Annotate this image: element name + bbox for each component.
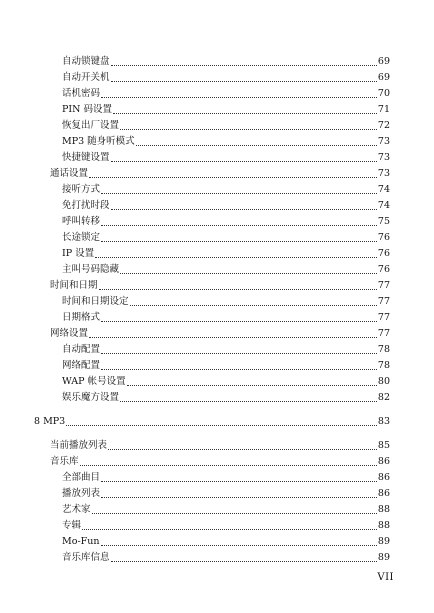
dot-leader <box>101 320 377 322</box>
toc-entry[interactable] <box>62 390 390 406</box>
toc-entry[interactable] <box>62 70 390 86</box>
dot-leader <box>101 368 377 370</box>
toc-entry-page: 77 <box>377 296 390 307</box>
dot-leader <box>82 528 377 530</box>
toc-entry-title: 专辑 <box>62 520 82 531</box>
toc-entry-page: 71 <box>377 104 390 115</box>
dot-leader <box>113 112 377 114</box>
toc-entry-title: 网络配置 <box>62 360 101 371</box>
toc-entry-title: 话机密码 <box>62 88 101 99</box>
dot-leader <box>101 192 377 194</box>
toc-entry-title: 快捷键设置 <box>62 152 110 163</box>
page-number-footer: VII <box>377 572 394 583</box>
toc-entry-title: 恢复出厂设置 <box>62 120 120 131</box>
dot-leader <box>101 352 377 354</box>
toc-entry[interactable] <box>62 134 390 150</box>
toc-entry-title: 网络设置 <box>50 328 89 339</box>
toc-entry-title: 艺术家 <box>62 504 91 515</box>
dot-leader <box>95 256 377 258</box>
toc-entry[interactable] <box>50 166 390 182</box>
dot-leader <box>101 240 377 242</box>
toc-entry-page: 73 <box>377 152 390 163</box>
toc-entry[interactable] <box>50 454 390 470</box>
toc-entry-page: 77 <box>377 312 390 323</box>
toc-entry-page: 72 <box>377 120 390 131</box>
toc-entry-title: 8 MP3 <box>34 416 66 427</box>
toc-entry[interactable] <box>62 262 390 278</box>
toc-entry[interactable] <box>62 150 390 166</box>
toc-entry-title: 主叫号码隐藏 <box>62 264 120 275</box>
dot-leader <box>101 480 377 482</box>
toc-entry-page: 77 <box>377 328 390 339</box>
toc-entry-title: IP 设置 <box>62 248 95 259</box>
toc-entry-page: 78 <box>377 344 390 355</box>
toc-entry-title: 娱乐魔方设置 <box>62 392 120 403</box>
toc-entry-page: 89 <box>377 552 390 563</box>
toc-entry[interactable] <box>62 214 390 230</box>
toc-entry-title: 时间和日期设定 <box>62 296 129 307</box>
dot-leader <box>89 336 377 338</box>
toc-entry[interactable] <box>62 118 390 134</box>
toc-entry-page: 74 <box>377 184 390 195</box>
toc-entry[interactable] <box>50 438 390 454</box>
toc-entry[interactable] <box>62 518 390 534</box>
toc-entry-page: 78 <box>377 360 390 371</box>
toc-entry[interactable] <box>50 278 390 294</box>
toc-entry-page: 76 <box>377 264 390 275</box>
toc-entry[interactable] <box>62 470 390 486</box>
toc-entry[interactable] <box>62 86 390 102</box>
toc-entry-page: 86 <box>377 472 390 483</box>
toc-entry-title: 时间和日期 <box>50 280 98 291</box>
toc-entry-page: 69 <box>377 56 390 67</box>
toc-entry-title: 音乐库信息 <box>62 552 110 563</box>
toc-entry[interactable] <box>62 502 390 518</box>
toc-entry-page: 83 <box>377 416 390 427</box>
toc-entry-title: 全部曲目 <box>62 472 101 483</box>
dot-leader <box>89 176 377 178</box>
toc-entry-title: PIN 码设置 <box>62 104 112 115</box>
dot-leader <box>120 400 377 402</box>
dot-leader <box>101 496 377 498</box>
toc-entry-title: 自动配置 <box>62 344 101 355</box>
dot-leader <box>136 144 377 146</box>
toc-entry[interactable] <box>62 550 390 566</box>
dot-leader <box>66 424 377 426</box>
toc-entry-title: WAP 帐号设置 <box>62 376 126 387</box>
toc-entry[interactable] <box>62 342 390 358</box>
dot-leader <box>111 80 377 82</box>
toc-entry-page: 82 <box>377 392 390 403</box>
toc-entry[interactable] <box>62 182 390 198</box>
toc-entry-title: 当前播放列表 <box>50 440 108 451</box>
dot-leader <box>127 384 377 386</box>
toc-entry[interactable] <box>62 230 390 246</box>
toc-entry[interactable] <box>62 534 390 550</box>
toc-entry-title: 免打扰时段 <box>62 200 110 211</box>
toc-entry-page: 80 <box>377 376 390 387</box>
toc-entry[interactable] <box>62 294 390 310</box>
toc-entry-page: 74 <box>377 200 390 211</box>
dot-leader <box>130 304 377 306</box>
toc-entry-page: 76 <box>377 232 390 243</box>
toc-entry[interactable] <box>62 246 390 262</box>
toc-entry-page: 70 <box>377 88 390 99</box>
dot-leader <box>111 64 377 66</box>
toc-entry[interactable] <box>62 102 390 118</box>
dot-leader <box>111 560 377 562</box>
toc-entry-page: 76 <box>377 248 390 259</box>
toc-entry-page: 73 <box>377 168 390 179</box>
toc-entry[interactable] <box>62 198 390 214</box>
toc-entry[interactable] <box>62 358 390 374</box>
toc-entry-page: 86 <box>377 456 390 467</box>
dot-leader <box>92 512 377 514</box>
dot-leader <box>111 160 377 162</box>
toc-entry-page: 75 <box>377 216 390 227</box>
toc-entry-page: 88 <box>377 504 390 515</box>
toc-entry[interactable] <box>50 326 390 342</box>
toc-entry-title: 日期格式 <box>62 312 101 323</box>
toc-entry-page: 73 <box>377 136 390 147</box>
toc-entry-page: 89 <box>377 536 390 547</box>
dot-leader <box>101 224 377 226</box>
toc-entry-page: 77 <box>377 280 390 291</box>
toc-entry[interactable] <box>34 414 390 430</box>
toc-entry-title: 自动锁键盘 <box>62 56 110 67</box>
dot-leader <box>80 464 377 466</box>
toc-entry-page: 86 <box>377 488 390 499</box>
dot-leader <box>101 96 377 98</box>
toc-entry[interactable] <box>62 486 390 502</box>
dot-leader <box>120 128 377 130</box>
toc-entry-title: 播放列表 <box>62 488 101 499</box>
toc-entry-title: MP3 随身听模式 <box>62 136 135 147</box>
dot-leader <box>120 272 377 274</box>
toc-entry-page: 85 <box>377 440 390 451</box>
toc-entry-title: 通话设置 <box>50 168 89 179</box>
dot-leader <box>111 208 377 210</box>
toc-entry[interactable] <box>62 54 390 70</box>
toc-entry-title: 接听方式 <box>62 184 101 195</box>
toc-entry[interactable] <box>62 310 390 326</box>
toc-entry-title: 音乐库 <box>50 456 79 467</box>
dot-leader <box>99 288 377 290</box>
dot-leader <box>108 448 377 450</box>
toc-entry-page: 69 <box>377 72 390 83</box>
dot-leader <box>101 544 377 546</box>
toc-entry-title: Mo-Fun <box>62 536 100 547</box>
toc-entry-title: 呼叫转移 <box>62 216 101 227</box>
toc-entry-title: 自动开关机 <box>62 72 110 83</box>
toc-entry-title: 长途锁定 <box>62 232 101 243</box>
toc-entry-page: 88 <box>377 520 390 531</box>
toc-entry[interactable] <box>62 374 390 390</box>
